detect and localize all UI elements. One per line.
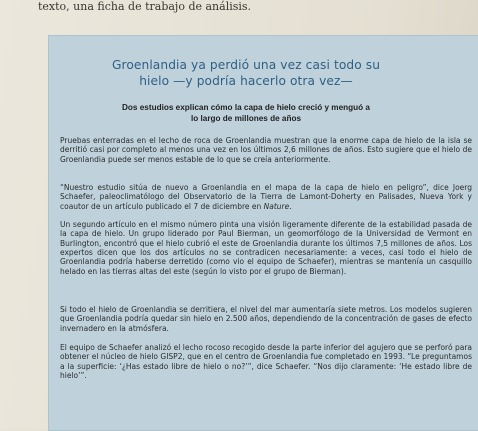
paragraph-2-end: . bbox=[289, 201, 292, 211]
paragraph-5: El equipo de Schaefer analizó el lecho rocoso recogido desde la parte inferior del agujero que se perforó para obtener el núcleo de hielo GISP2, que en el centro de Groenlandia fue completado en 1993. “Le preguntamos a la superficie: ‘¿Has estado libre de hielo o no?’”, dice Schaefer. “Nos dijo claramente: ‘He estado libre de hielo’”. bbox=[60, 343, 472, 381]
paragraph-3: Un segundo artículo en el mismo número pinta una visión ligeramente diferente de la estabilidad pasada de la capa de hielo. Un grupo liderado por Paul Bierman, un geomorfólogo de la Universidad de Vermont en Burlington, encontró que el hielo cubrió el este de Groenlandia durante los últimos 7,5 millones de años. Los expertos dicen que los dos artículos no se contradicen necesariamente: a veces, casi todo el hielo de Groenlandia podría haberse derretido (como vio el equipo de Schaefer), mientras se mantenía un casquillo helado en las tierras altas del este (según lo visto por el grupo de Bierman). bbox=[60, 220, 472, 276]
article-title: Groenlandia ya perdió una vez casi todo su hielo —y podría hacerlo otra vez— bbox=[111, 58, 381, 88]
paragraph-2-text: “Nuestro estudio sitúa de nuevo a Groenlandia en el mapa de la capa de hielo en peligro”, dice Joerg Schaefer, paleoclimatólogo del Observatorio de la Tierra de Lamont-Doherty en Palisades, Nueva York y coautor de un artículo publicado el 7 de diciembre en bbox=[60, 183, 472, 211]
paragraph-2 bbox=[60, 183, 472, 211]
article-subtitle: Dos estudios explican cómo la capa de hielo creció y menguó a lo largo de millones de años bbox=[122, 103, 370, 123]
paragraph-1: Pruebas enterradas en el lecho de roca de Groenlandia muestran que la enorme capa de hielo de la isla se derritió casi por completo al menos una vez en los últimos 2,6 millones de años. Esto sugiere que el hielo de Groenlandia puede ser menos estable de lo que se creía anteriormente. bbox=[60, 136, 472, 164]
previous-page-text: texto, una ficha de trabajo de análisis. bbox=[38, 0, 252, 13]
journal-name: Nature bbox=[263, 201, 290, 211]
paragraph-4: Si todo el hielo de Groenlandia se derritiera, el nivel del mar aumentaría siete metros. Los modelos sugieren que Groenlandia podría quedar sin hielo en 2.500 años, dependiendo de la concentración de gases de efecto invernadero en la atmósfera. bbox=[60, 305, 472, 333]
